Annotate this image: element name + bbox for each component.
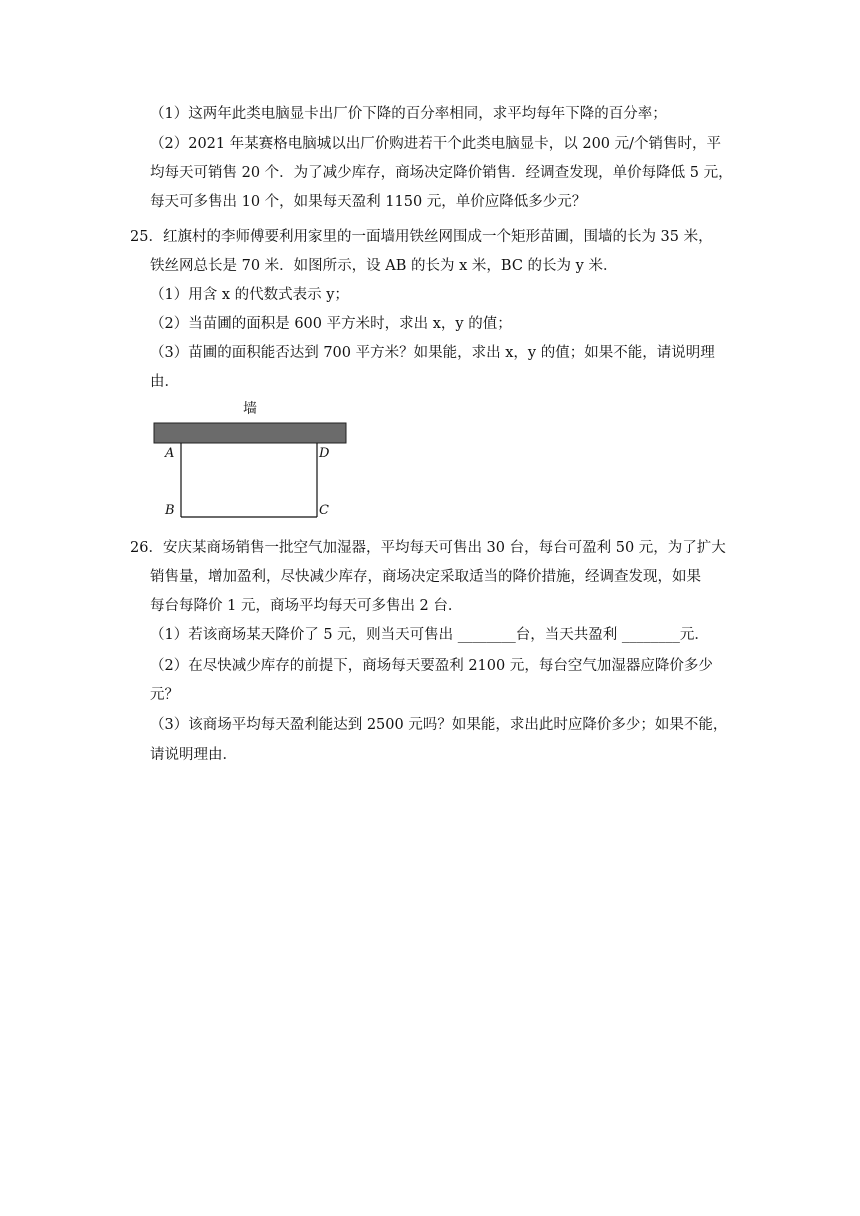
label-b: B — [165, 503, 175, 518]
q26-stem-line2: 销售量，增加盈利，尽快减少库存，商场决定采取适当的降价措施，经调查发现，如果 — [150, 569, 701, 585]
q25-stem-line2: 铁丝网总长是 70 米．如图所示，设 AB 的长为 x 米，BC 的长为 y 米． — [150, 258, 618, 274]
q26-sub2-line2: 元？ — [150, 687, 179, 703]
label-c: C — [319, 503, 329, 518]
q24-sub2-line3: 每天可多售出 10 个，如果每天盈利 1150 元，单价应降低多少元？ — [150, 194, 587, 210]
q25-sub1: （1）用含 x 的代数式表示 y； — [150, 287, 349, 303]
nursery-diagram — [145, 395, 365, 525]
q26-sub2-line1: （2）在尽快减少库存的前提下，商场每天要盈利 2100 元，每台空气加湿器应降价多少 — [150, 658, 713, 674]
wall-label: 墙 — [243, 401, 257, 417]
q26-sub1: （1）若该商场某天降价了 5 元，则当天可售出 ________台，当天共盈利 ________元． — [150, 627, 709, 643]
q25-sub2: （2）当苗圃的面积是 600 平方米时，求出 x，y 的值； — [150, 316, 512, 332]
q25-sub3-line2: 由． — [150, 374, 179, 390]
q26-stem-line3: 每台每降价 1 元，商场平均每天可多售出 2 台． — [150, 598, 463, 614]
q26-sub3-line2: 请说明理由． — [150, 747, 237, 763]
nursery-diagram-svg — [145, 395, 365, 525]
q26-sub3-line1: （3）该商场平均每天盈利能达到 2500 元吗？如果能，求出此时应降价多少；如果不能， — [150, 717, 728, 733]
label-d: D — [319, 446, 330, 461]
wall-bar — [154, 423, 346, 443]
label-a: A — [165, 446, 175, 461]
q25-stem-line1: 25．红旗村的李师傅要利用家里的一面墙用铁丝网围成一个矩形苗圃，围墙的长为 35 米， — [130, 229, 713, 245]
q26-stem-line1: 26．安庆某商场销售一批空气加湿器，平均每天可售出 30 台，每台可盈利 50 元，为了扩大 — [130, 540, 726, 556]
q24-sub2-line2: 均每天可销售 20 个．为了减少库存，商场决定降价销售．经调查发现，单价每降低 5 元， — [150, 165, 733, 181]
q25-sub3-line1: （3）苗圃的面积能否达到 700 平方米？如果能，求出 x，y 的值；如果不能，请说明理 — [150, 345, 715, 361]
q24-sub2-line1: （2）2021 年某赛格电脑城以出厂价购进若干个此类电脑显卡，以 200 元/个销售时，平 — [150, 136, 722, 152]
q24-sub1: （1）这两年此类电脑显卡出厂价下降的百分率相同，求平均每年下降的百分率； — [150, 106, 667, 122]
